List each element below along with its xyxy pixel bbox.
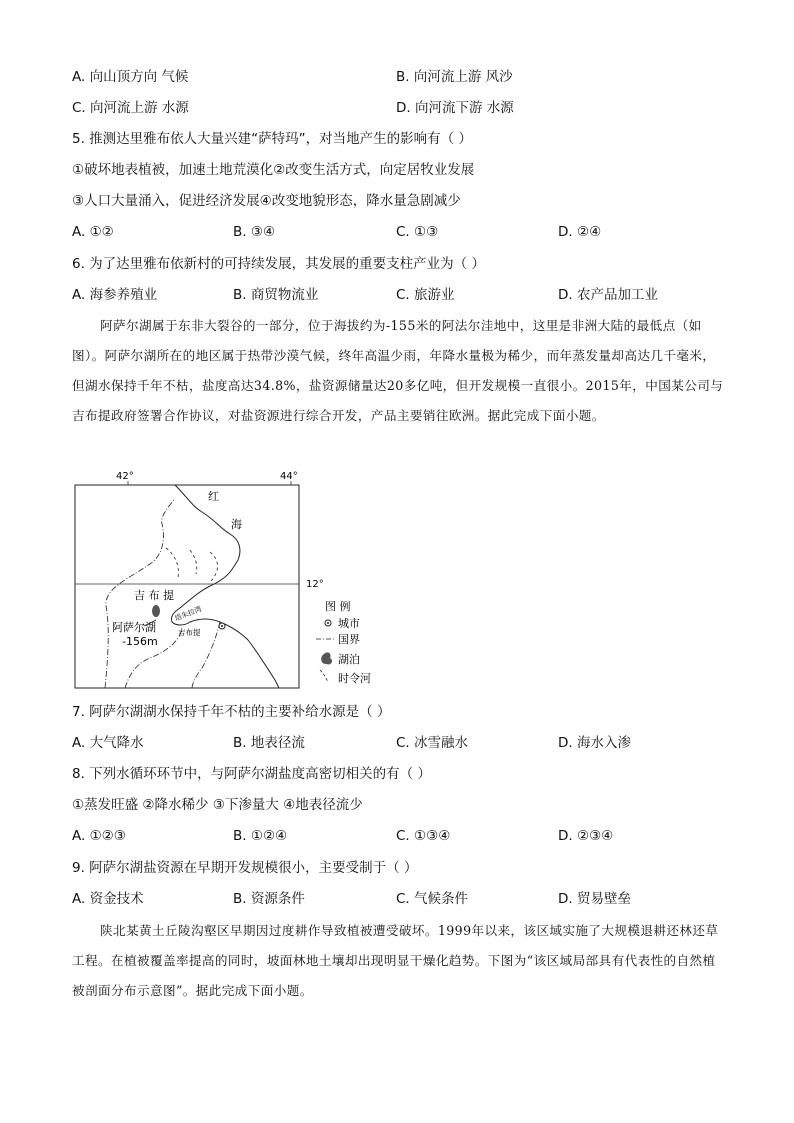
q7-option-b: B. 地表径流 <box>233 735 305 751</box>
q9-option-b: B. 资源条件 <box>233 891 305 907</box>
q6-option-d: D. 农产品加工业 <box>558 287 658 303</box>
q5-statement-1: ①破坏地表植被，加速土地荒漠化②改变生活方式，向定居牧业发展 <box>72 162 475 178</box>
q5-option-d: D. ②④ <box>558 224 602 240</box>
assal-lake-shape <box>152 605 160 617</box>
q7-stem: 7. 阿萨尔湖湖水保持千年不枯的主要补给水源是（ ） <box>72 704 391 720</box>
q9-option-d: D. 贸易壁垒 <box>558 891 631 907</box>
q6-stem: 6. 为了达里雅布依新村的可持续发展，其发展的重要支柱产业为（ ） <box>72 256 485 272</box>
bay-label: 塔朱拉湾 <box>173 604 203 623</box>
q9-option-a: A. 资金技术 <box>72 891 144 907</box>
lat-label-12: 12° <box>306 579 324 590</box>
sea-label-red: 红 <box>208 490 219 503</box>
q5-statement-2: ③人口大量涌入，促进经济发展④改变地貌形态，降水量急剧减少 <box>72 193 461 209</box>
q5-stem: 5. 推测达里雅布依人大量兴建“萨特玛”，对当地产生的影响有（ ） <box>72 131 472 147</box>
q8-statements: ①蒸发旺盛 ②降水稀少 ③下渗量大 ④地表径流少 <box>72 797 363 813</box>
q9-option-c: C. 气候条件 <box>396 891 469 907</box>
q4-option-d: D. 向河流下游 水源 <box>396 100 514 116</box>
sea-label-sea: 海 <box>231 518 242 531</box>
assal-lake-map <box>70 468 390 693</box>
lon-label-44: 44° <box>280 471 298 482</box>
legend-city-dot <box>327 622 329 624</box>
passage-assal-lake: 阿萨尔湖属于东非大裂谷的一部分，位于海拔约为-155米的阿法尔洼地中，这里是非洲大陆的最低点（如图）。阿萨尔湖所在的地区属于热带沙漠气候，终年高温少雨，年降水量极为稀少，而年蒸发量却高达几千毫米，但湖水保持千年不枯，盐度高达34.8%，盐资源储量达20多亿吨，但开发规模一直很小。2015年，中国某公司与吉布提政府签署合作协议，对盐资源进行综合开发，产品主要销往欧洲。据此完成下面小题。 <box>72 318 724 423</box>
q9-stem: 9. 阿萨尔湖盐资源在早期开发规模很小，主要受制于（ ） <box>72 860 418 876</box>
q7-option-d: D. 海水入渗 <box>558 735 631 751</box>
city-djibouti-dot <box>221 625 223 627</box>
q8-option-b: B. ①②④ <box>233 828 288 844</box>
q8-option-d: D. ②③④ <box>558 828 614 844</box>
q6-option-c: C. 旅游业 <box>396 287 455 303</box>
map-frame <box>75 485 299 688</box>
legend-title: 图 例 <box>325 600 351 613</box>
legend-river-label: 时令河 <box>338 672 371 685</box>
legend-lake-symbol <box>321 652 332 664</box>
q5-option-c: C. ①③ <box>396 224 439 240</box>
lake-elevation-label: -156m <box>122 635 158 648</box>
q7-option-a: A. 大气降水 <box>72 735 144 751</box>
q8-option-c: C. ①③④ <box>396 828 451 844</box>
q7-option-c: C. 冰雪融水 <box>396 735 469 751</box>
lake-name-label: 阿萨尔湖 <box>112 621 156 634</box>
q5-option-a: A. ①② <box>72 224 114 240</box>
q6-option-a: A. 海参养殖业 <box>72 287 158 303</box>
legend-city-label: 城市 <box>338 617 360 630</box>
legend-lake-label: 湖泊 <box>338 653 360 666</box>
q8-stem: 8. 下列水循环环节中，与阿萨尔湖盐度高密切相关的有（ ） <box>72 766 431 782</box>
legend-border-label: 国界 <box>338 633 360 646</box>
q4-option-b: B. 向河流上游 风沙 <box>396 69 513 85</box>
lon-label-42: 42° <box>116 471 134 482</box>
passage-loess-plateau: 陕北某黄土丘陵沟壑区早期因过度耕作导致植被遭受破坏。1999年以来，该区域实施了大规模退耕还林还草工程。在植被覆盖率提高的同时，坡面林地土壤却出现明显干燥化趋势。下图为“该区域局部具有代表性的自然植被剖面分布示意图”。据此完成下面小题。 <box>72 923 719 998</box>
city-label: 吉布提 <box>178 628 201 637</box>
q6-option-b: B. 商贸物流业 <box>233 287 319 303</box>
q4-option-c: C. 向河流上游 水源 <box>72 100 189 116</box>
q5-option-b: B. ③④ <box>233 224 276 240</box>
legend-river-symbol <box>320 670 328 682</box>
q4-option-a: A. 向山顶方向 气候 <box>72 69 189 85</box>
q8-option-a: A. ①②③ <box>72 828 126 844</box>
country-label: 吉 布 提 <box>134 589 174 602</box>
